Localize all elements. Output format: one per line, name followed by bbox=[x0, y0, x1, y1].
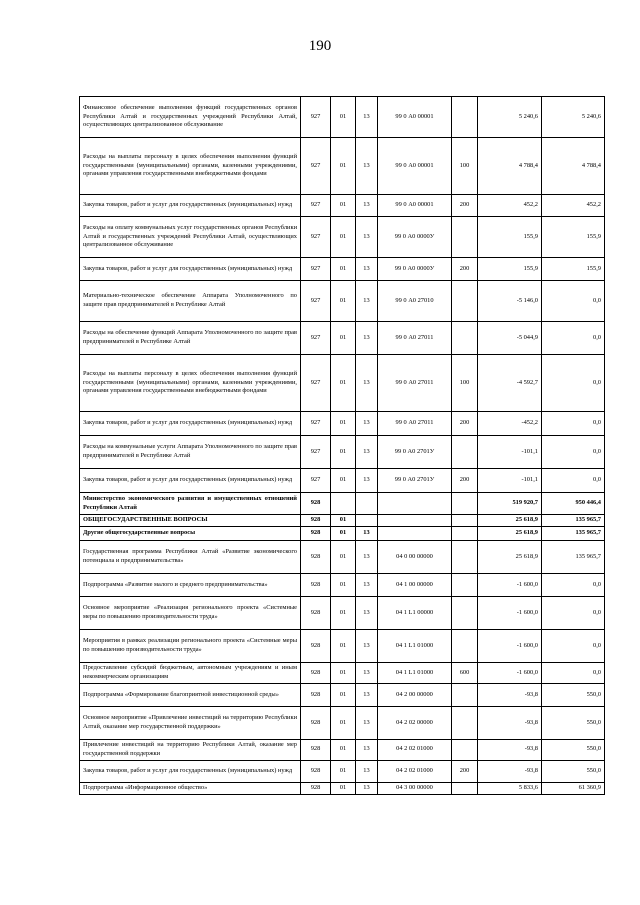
cell-target-article: 04 2 02 01000 bbox=[378, 760, 452, 782]
cell-name: Финансовое обеспечение выполнения функций государственных органов Республики Алтай и государственных учреждений Республики Алтай, осуществляющих централизованное обслуживание bbox=[80, 97, 301, 138]
cell-target-article: 99 0 А0 00001 bbox=[378, 195, 452, 217]
cell-sum-year1: 519 920,7 bbox=[478, 493, 542, 515]
cell-sum-year2: 135 965,7 bbox=[542, 541, 605, 574]
cell-sum-year2: 135 965,7 bbox=[542, 515, 605, 527]
cell-sum-year1: 5 833,6 bbox=[478, 782, 542, 794]
cell-subsection: 13 bbox=[356, 469, 378, 493]
cell-sum-year1: 4 788,4 bbox=[478, 138, 542, 195]
table-row bbox=[80, 740, 605, 761]
cell-target-article: 99 0 А0 2701У bbox=[378, 469, 452, 493]
cell-expense-type: 200 bbox=[452, 760, 478, 782]
cell-subsection: 13 bbox=[356, 574, 378, 597]
cell-name: Расходы на выплаты персоналу в целях обеспечения выполнения функций государственными (муниципальными) органами, казенными учреждениями, органами управления государственными внебюджетными фондами bbox=[80, 138, 301, 195]
table-row bbox=[80, 663, 605, 684]
cell-sum-year2: 0,0 bbox=[542, 281, 605, 322]
cell-name: Подпрограмма «Развитие малого и среднего предпринимательства» bbox=[80, 574, 301, 597]
cell-name: Закупка товаров, работ и услуг для государственных (муниципальных) нужд bbox=[80, 258, 301, 281]
cell-sum-year2: 550,0 bbox=[542, 684, 605, 707]
cell-ministry: 928 bbox=[301, 493, 331, 515]
cell-target-article: 99 0 А0 27010 bbox=[378, 281, 452, 322]
cell-sum-year1: -93,8 bbox=[478, 740, 542, 761]
table-row bbox=[80, 469, 605, 493]
cell-subsection: 13 bbox=[356, 217, 378, 258]
cell-ministry: 928 bbox=[301, 574, 331, 597]
cell-sum-year2: 61 360,9 bbox=[542, 782, 605, 794]
cell-expense-type bbox=[452, 515, 478, 527]
cell-target-article: 99 0 А0 2701У bbox=[378, 436, 452, 469]
cell-section: 01 bbox=[331, 258, 356, 281]
cell-expense-type bbox=[452, 574, 478, 597]
cell-ministry: 928 bbox=[301, 684, 331, 707]
table-row bbox=[80, 281, 605, 322]
table-row bbox=[80, 97, 605, 138]
table-row bbox=[80, 760, 605, 782]
cell-target-article: 04 3 00 00000 bbox=[378, 782, 452, 794]
table-row bbox=[80, 707, 605, 740]
cell-sum-year1: -452,2 bbox=[478, 412, 542, 436]
cell-sum-year1: -1 600,0 bbox=[478, 663, 542, 684]
table-row bbox=[80, 782, 605, 794]
cell-name: Основное мероприятие «Реализация регионального проекта «Системные меры по повышению производительности труда» bbox=[80, 597, 301, 630]
cell-section: 01 bbox=[331, 740, 356, 761]
cell-ministry: 927 bbox=[301, 322, 331, 355]
cell-subsection: 13 bbox=[356, 663, 378, 684]
cell-sum-year1: 25 618,9 bbox=[478, 515, 542, 527]
table-row bbox=[80, 597, 605, 630]
cell-ministry: 927 bbox=[301, 138, 331, 195]
cell-name: Мероприятия в рамках реализации регионального проекта «Системные меры по повышению производительности труда» bbox=[80, 630, 301, 663]
cell-section: 01 bbox=[331, 684, 356, 707]
cell-expense-type bbox=[452, 541, 478, 574]
cell-sum-year2: 452,2 bbox=[542, 195, 605, 217]
cell-name: Подпрограмма «Формирование благоприятной инвестиционной среды» bbox=[80, 684, 301, 707]
cell-section: 01 bbox=[331, 195, 356, 217]
cell-subsection: 13 bbox=[356, 322, 378, 355]
cell-section: 01 bbox=[331, 527, 356, 541]
cell-section: 01 bbox=[331, 782, 356, 794]
cell-sum-year2: 155,9 bbox=[542, 217, 605, 258]
cell-section bbox=[331, 493, 356, 515]
cell-ministry: 927 bbox=[301, 195, 331, 217]
cell-sum-year2: 0,0 bbox=[542, 469, 605, 493]
cell-expense-type bbox=[452, 97, 478, 138]
cell-ministry: 927 bbox=[301, 436, 331, 469]
cell-sum-year2: 0,0 bbox=[542, 574, 605, 597]
cell-name: Министерство экономического развития и имущественных отношений Республики Алтай bbox=[80, 493, 301, 515]
cell-sum-year2: 5 240,6 bbox=[542, 97, 605, 138]
cell-ministry: 927 bbox=[301, 97, 331, 138]
cell-sum-year2: 155,9 bbox=[542, 258, 605, 281]
cell-subsection: 13 bbox=[356, 412, 378, 436]
cell-name: Расходы на оплату коммунальных услуг государственных органов Республики Алтай и государственных учреждений Республики Алтай, осуществляющих централизованное обслуживание bbox=[80, 217, 301, 258]
cell-name: Подпрограмма «Информационное общество» bbox=[80, 782, 301, 794]
cell-ministry: 928 bbox=[301, 663, 331, 684]
cell-expense-type bbox=[452, 740, 478, 761]
cell-name: Расходы на обеспечение функций Аппарата Уполномоченного по защите прав предпринимателей в Республике Алтай bbox=[80, 322, 301, 355]
cell-sum-year1: -1 600,0 bbox=[478, 597, 542, 630]
cell-subsection: 13 bbox=[356, 684, 378, 707]
cell-sum-year1: -93,8 bbox=[478, 684, 542, 707]
cell-expense-type: 100 bbox=[452, 355, 478, 412]
cell-target-article: 99 0 А0 27011 bbox=[378, 322, 452, 355]
cell-target-article: 04 0 00 00000 bbox=[378, 541, 452, 574]
cell-section: 01 bbox=[331, 469, 356, 493]
cell-subsection: 13 bbox=[356, 355, 378, 412]
cell-target-article: 04 2 02 00000 bbox=[378, 707, 452, 740]
cell-target-article: 99 0 А0 27011 bbox=[378, 355, 452, 412]
cell-ministry: 927 bbox=[301, 281, 331, 322]
cell-sum-year2: 0,0 bbox=[542, 412, 605, 436]
page-number: 190 bbox=[308, 38, 332, 54]
cell-target-article: 04 1 L1 01000 bbox=[378, 663, 452, 684]
cell-expense-type bbox=[452, 281, 478, 322]
cell-sum-year1: -5 044,9 bbox=[478, 322, 542, 355]
cell-name: Основное мероприятие «Привлечение инвестиций на территорию Республики Алтай, оказание мер государственной поддержки» bbox=[80, 707, 301, 740]
cell-sum-year2: 950 446,4 bbox=[542, 493, 605, 515]
cell-ministry: 928 bbox=[301, 630, 331, 663]
cell-sum-year2: 0,0 bbox=[542, 663, 605, 684]
cell-section: 01 bbox=[331, 515, 356, 527]
cell-section: 01 bbox=[331, 541, 356, 574]
cell-sum-year1: -101,1 bbox=[478, 436, 542, 469]
table-row bbox=[80, 684, 605, 707]
cell-subsection: 13 bbox=[356, 281, 378, 322]
cell-section: 01 bbox=[331, 597, 356, 630]
cell-sum-year2: 4 788,4 bbox=[542, 138, 605, 195]
cell-ministry: 927 bbox=[301, 217, 331, 258]
cell-subsection: 13 bbox=[356, 597, 378, 630]
cell-expense-type: 600 bbox=[452, 663, 478, 684]
cell-sum-year2: 0,0 bbox=[542, 355, 605, 412]
cell-section: 01 bbox=[331, 630, 356, 663]
cell-name: Закупка товаров, работ и услуг для государственных (муниципальных) нужд bbox=[80, 760, 301, 782]
cell-name: Другие общегосударственные вопросы bbox=[80, 527, 301, 541]
cell-sum-year1: -1 600,0 bbox=[478, 630, 542, 663]
table-row bbox=[80, 493, 605, 515]
cell-subsection: 13 bbox=[356, 541, 378, 574]
table-row bbox=[80, 258, 605, 281]
cell-target-article: 04 1 00 00000 bbox=[378, 574, 452, 597]
cell-target-article: 99 0 А0 00001 bbox=[378, 138, 452, 195]
table-row bbox=[80, 138, 605, 195]
table-row bbox=[80, 436, 605, 469]
cell-expense-type bbox=[452, 597, 478, 630]
table-row bbox=[80, 541, 605, 574]
cell-ministry: 928 bbox=[301, 740, 331, 761]
cell-ministry: 927 bbox=[301, 258, 331, 281]
cell-section: 01 bbox=[331, 412, 356, 436]
cell-target-article: 99 0 А0 0000У bbox=[378, 258, 452, 281]
cell-section: 01 bbox=[331, 281, 356, 322]
cell-expense-type bbox=[452, 630, 478, 663]
table-row bbox=[80, 217, 605, 258]
cell-expense-type bbox=[452, 527, 478, 541]
cell-name: Расходы на выплаты персоналу в целях обеспечения выполнения функций государственными (муниципальными) органами, казенными учреждениями, органами управления государственными внебюджетными фондами bbox=[80, 355, 301, 412]
cell-ministry: 927 bbox=[301, 469, 331, 493]
cell-target-article: 04 2 02 01000 bbox=[378, 740, 452, 761]
table-row bbox=[80, 355, 605, 412]
cell-sum-year1: 155,9 bbox=[478, 258, 542, 281]
cell-target-article bbox=[378, 493, 452, 515]
table-row bbox=[80, 630, 605, 663]
table-row bbox=[80, 322, 605, 355]
cell-sum-year2: 0,0 bbox=[542, 630, 605, 663]
cell-expense-type: 100 bbox=[452, 138, 478, 195]
cell-target-article bbox=[378, 515, 452, 527]
cell-name: Привлечение инвестиций на территорию Республики Алтай, оказание мер государственной поддержки bbox=[80, 740, 301, 761]
cell-sum-year1: 5 240,6 bbox=[478, 97, 542, 138]
cell-name: Предоставление субсидий бюджетным, автономным учреждениям и иным некоммерческим организациям bbox=[80, 663, 301, 684]
table-row bbox=[80, 527, 605, 541]
cell-sum-year2: 0,0 bbox=[542, 322, 605, 355]
cell-section: 01 bbox=[331, 436, 356, 469]
cell-target-article bbox=[378, 527, 452, 541]
cell-expense-type bbox=[452, 436, 478, 469]
cell-subsection bbox=[356, 493, 378, 515]
cell-subsection: 13 bbox=[356, 527, 378, 541]
cell-sum-year2: 135 965,7 bbox=[542, 527, 605, 541]
cell-section: 01 bbox=[331, 322, 356, 355]
cell-ministry: 928 bbox=[301, 760, 331, 782]
cell-sum-year1: -93,8 bbox=[478, 707, 542, 740]
cell-name: Материально-техническое обеспечение Аппарата Уполномоченного по защите прав предпринимателей в Республике Алтай bbox=[80, 281, 301, 322]
cell-subsection bbox=[356, 515, 378, 527]
cell-name: Закупка товаров, работ и услуг для государственных (муниципальных) нужд bbox=[80, 195, 301, 217]
cell-name: Закупка товаров, работ и услуг для государственных (муниципальных) нужд bbox=[80, 469, 301, 493]
cell-subsection: 13 bbox=[356, 436, 378, 469]
cell-sum-year2: 0,0 bbox=[542, 597, 605, 630]
cell-name: Расходы на коммунальные услуги Аппарата Уполномоченного по защите прав предпринимателей в Республике Алтай bbox=[80, 436, 301, 469]
cell-sum-year1: 25 618,9 bbox=[478, 541, 542, 574]
cell-expense-type bbox=[452, 493, 478, 515]
cell-section: 01 bbox=[331, 97, 356, 138]
cell-subsection: 13 bbox=[356, 138, 378, 195]
cell-sum-year1: 452,2 bbox=[478, 195, 542, 217]
cell-name: ОБЩЕГОСУДАРСТВЕННЫЕ ВОПРОСЫ bbox=[80, 515, 301, 527]
cell-target-article: 99 0 А0 0000У bbox=[378, 217, 452, 258]
cell-subsection: 13 bbox=[356, 707, 378, 740]
cell-ministry: 928 bbox=[301, 597, 331, 630]
cell-target-article: 04 1 L1 00000 bbox=[378, 597, 452, 630]
cell-expense-type bbox=[452, 322, 478, 355]
cell-section: 01 bbox=[331, 707, 356, 740]
cell-ministry: 928 bbox=[301, 782, 331, 794]
cell-subsection: 13 bbox=[356, 630, 378, 663]
cell-expense-type: 200 bbox=[452, 412, 478, 436]
cell-subsection: 13 bbox=[356, 258, 378, 281]
cell-expense-type bbox=[452, 217, 478, 258]
cell-expense-type: 200 bbox=[452, 258, 478, 281]
cell-subsection: 13 bbox=[356, 195, 378, 217]
cell-expense-type: 200 bbox=[452, 469, 478, 493]
cell-expense-type bbox=[452, 684, 478, 707]
cell-sum-year2: 0,0 bbox=[542, 436, 605, 469]
cell-sum-year1: 25 618,9 bbox=[478, 527, 542, 541]
cell-target-article: 99 0 А0 27011 bbox=[378, 412, 452, 436]
cell-sum-year2: 550,0 bbox=[542, 707, 605, 740]
cell-section: 01 bbox=[331, 355, 356, 412]
table-row bbox=[80, 412, 605, 436]
cell-sum-year1: -4 592,7 bbox=[478, 355, 542, 412]
cell-section: 01 bbox=[331, 574, 356, 597]
cell-target-article: 99 0 А0 00001 bbox=[378, 97, 452, 138]
cell-expense-type: 200 bbox=[452, 195, 478, 217]
cell-ministry: 927 bbox=[301, 412, 331, 436]
cell-name: Государственная программа Республики Алтай «Развитие экономического потенциала и предпринимательства» bbox=[80, 541, 301, 574]
cell-sum-year1: 155,9 bbox=[478, 217, 542, 258]
cell-subsection: 13 bbox=[356, 760, 378, 782]
budget-table bbox=[79, 96, 605, 795]
cell-name: Закупка товаров, работ и услуг для государственных (муниципальных) нужд bbox=[80, 412, 301, 436]
cell-section: 01 bbox=[331, 760, 356, 782]
cell-sum-year2: 550,0 bbox=[542, 740, 605, 761]
cell-ministry: 927 bbox=[301, 355, 331, 412]
cell-ministry: 928 bbox=[301, 541, 331, 574]
cell-expense-type bbox=[452, 707, 478, 740]
cell-section: 01 bbox=[331, 663, 356, 684]
cell-ministry: 928 bbox=[301, 515, 331, 527]
cell-ministry: 928 bbox=[301, 527, 331, 541]
cell-target-article: 04 1 L1 01000 bbox=[378, 630, 452, 663]
cell-expense-type bbox=[452, 782, 478, 794]
table-row bbox=[80, 515, 605, 527]
cell-subsection: 13 bbox=[356, 740, 378, 761]
table-row bbox=[80, 195, 605, 217]
cell-subsection: 13 bbox=[356, 97, 378, 138]
cell-target-article: 04 2 00 00000 bbox=[378, 684, 452, 707]
cell-sum-year1: -5 146,0 bbox=[478, 281, 542, 322]
cell-subsection: 13 bbox=[356, 782, 378, 794]
cell-section: 01 bbox=[331, 138, 356, 195]
cell-section: 01 bbox=[331, 217, 356, 258]
cell-sum-year1: -101,1 bbox=[478, 469, 542, 493]
cell-ministry: 928 bbox=[301, 707, 331, 740]
table-row bbox=[80, 574, 605, 597]
cell-sum-year1: -1 600,0 bbox=[478, 574, 542, 597]
cell-sum-year1: -93,8 bbox=[478, 760, 542, 782]
cell-sum-year2: 550,0 bbox=[542, 760, 605, 782]
